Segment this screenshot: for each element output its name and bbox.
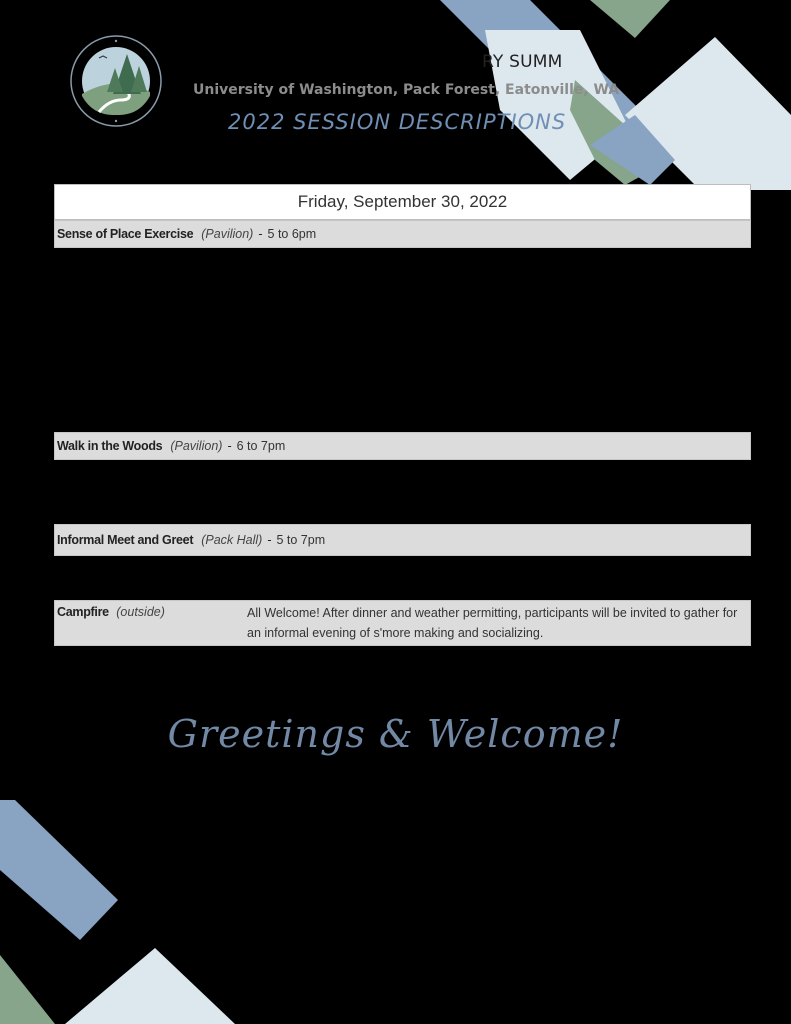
session-location: (Pack Hall) bbox=[201, 533, 263, 547]
session-location: (Pavilion) bbox=[170, 439, 223, 453]
session-separator: - bbox=[258, 227, 263, 241]
session-row bbox=[54, 524, 751, 556]
session-time: 6 to 7pm bbox=[236, 439, 286, 453]
venue-line: University of Washington, Pack Forest, Eatonville, WA bbox=[193, 82, 620, 98]
session-separator: - bbox=[227, 439, 232, 453]
greeting-text: Greetings & Welcome! bbox=[167, 712, 624, 756]
session-name: Campfire bbox=[57, 605, 109, 619]
day-heading: Friday, September 30, 2022 bbox=[54, 184, 751, 220]
session-name: Informal Meet and Greet bbox=[57, 533, 194, 547]
conference-title: RY SUMM bbox=[482, 52, 563, 72]
session-separator: - bbox=[267, 533, 272, 547]
session-name: Walk in the Woods bbox=[57, 439, 163, 453]
session-row bbox=[54, 432, 751, 460]
session-location: (Pavilion) bbox=[201, 227, 254, 241]
session-name: Sense of Place Exercise bbox=[57, 227, 194, 241]
decorative-shapes-bottom bbox=[0, 780, 300, 1024]
forest-logo bbox=[69, 34, 163, 128]
session-row bbox=[54, 600, 751, 646]
session-time: 5 to 7pm bbox=[276, 533, 326, 547]
document-subtitle: 2022 SESSION DESCRIPTIONS bbox=[228, 110, 567, 134]
session-description: All Welcome! After dinner and weather permitting, participants will be invited to gather for an informal evening of s'more making and socializing. bbox=[247, 606, 738, 640]
session-time: 5 to 6pm bbox=[267, 227, 317, 241]
session-location: (outside) bbox=[116, 605, 165, 619]
session-row bbox=[54, 220, 751, 248]
